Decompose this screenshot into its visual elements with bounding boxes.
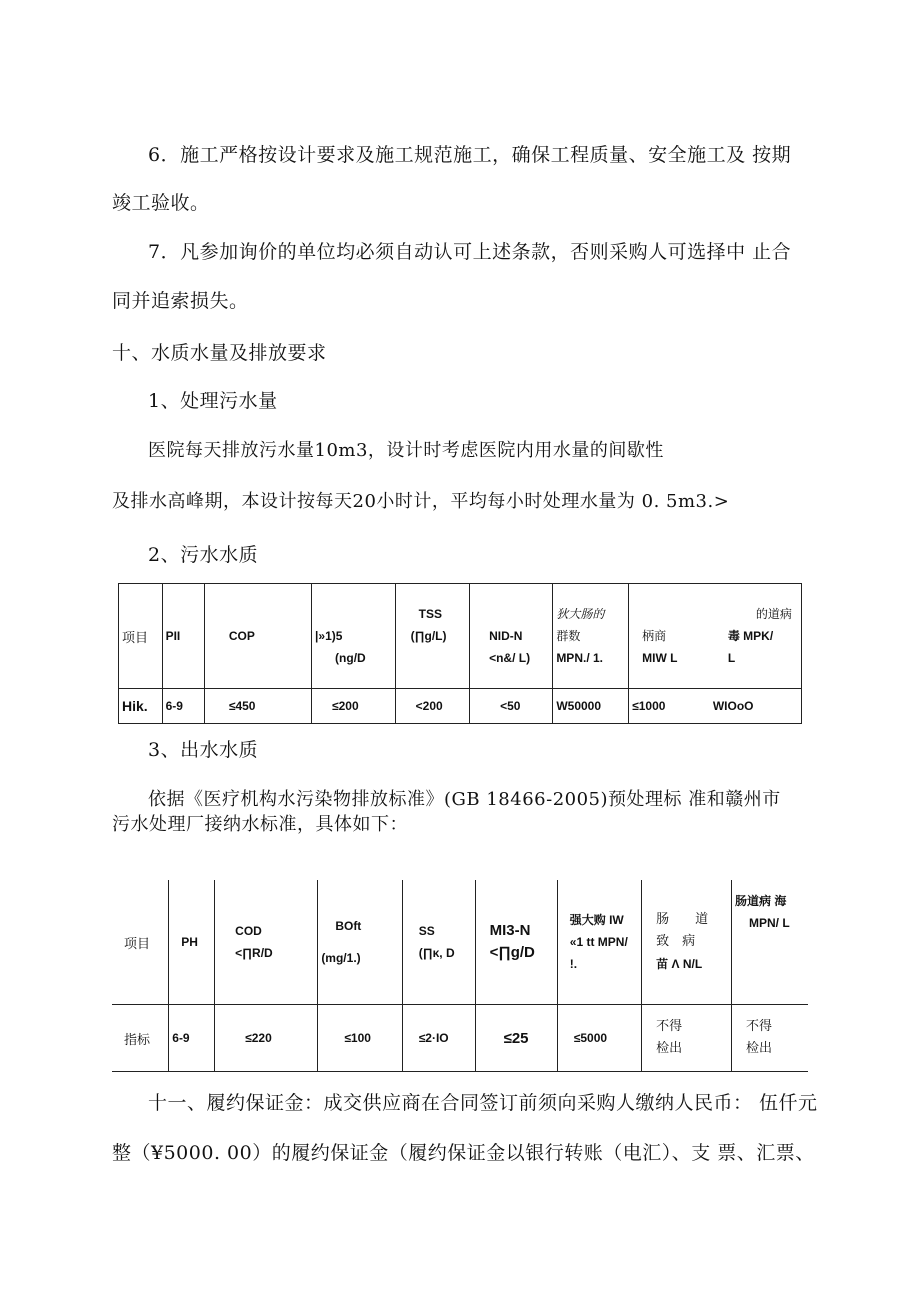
paragraph-6-line-1: 6．施工严格按设计要求及施工规范施工，确保工程质量、安全施工及 按期: [148, 144, 792, 166]
paragraph-7-line-2: 同并追索损失。: [112, 290, 249, 312]
subsection-1-text-1: 医院每天排放污水量10m3，设计时考虑医院内用水量的间歇性: [148, 440, 664, 461]
subsection-3-text-1: 依据《医疗机构水污染物排放标准》(GB 18466-2005)预处理标 准和赣州市: [148, 789, 781, 810]
subsection-2-heading: 2、污水水质: [148, 544, 259, 566]
header-nh3: NID-N <n&/ L): [470, 584, 553, 689]
header-cod: COP: [204, 584, 311, 689]
header-nh3: MI3-N <∏g/D: [475, 880, 557, 1005]
section-11-line-1: 十一、履约保证金：成交供应商在合同签订前须向采购人缴纳人民币： 伍仟元: [148, 1092, 818, 1114]
subsection-3-heading: 3、出水水质: [148, 739, 259, 761]
header-pathogen: 肠 道 致 病 苗 Λ N/L: [642, 880, 732, 1005]
header-enteric-virus: 的道病 毒 MPK/ L: [703, 584, 802, 689]
subsection-1-text-2: 及排水高峰期，本设计按每天20小时计，平均每小时处理水量为 0. 5m3.>: [112, 491, 730, 512]
influent-quality-table: [118, 583, 802, 724]
header-fecal-coliform: 狄大肠的 群数 MPN./ 1.: [553, 584, 629, 689]
value-cod: ≤220: [215, 1005, 318, 1072]
value-fecal-coliform: W50000: [553, 689, 629, 724]
value-pathogen: ≤1000: [629, 689, 703, 724]
value-ph: 6-9: [169, 1005, 215, 1072]
header-bod: |»1)5 (ng/D: [312, 584, 396, 689]
section-11-line-2: 整（¥5000. 00）的履约保证金（履约保证金以银行转账（电汇）、支 票、汇票、: [112, 1142, 815, 1164]
header-fecal-coliform: 强大购 IW «1 tt MPN/ !.: [557, 880, 641, 1005]
value-pathogen: 不得 检出: [642, 1005, 732, 1072]
subsection-3-text-2: 污水处理厂接纳水标准，具体如下：: [112, 814, 408, 835]
value-bod: ≤200: [312, 689, 396, 724]
value-fecal-coliform: ≤5000: [557, 1005, 641, 1072]
effluent-quality-table: [112, 880, 808, 1072]
header-enteric-virus: 肠道病 海 MPN/ L: [731, 880, 808, 1005]
value-item: 指标: [112, 1005, 169, 1072]
header-tss: TSS (∏g/L): [395, 584, 469, 689]
value-ph: 6-9: [162, 689, 204, 724]
value-ss: ≤2·IO: [402, 1005, 475, 1072]
section-10-heading: 十、水质水量及排放要求: [112, 342, 327, 364]
header-ph: PII: [162, 584, 204, 689]
header-cod: COD <∏R/D: [215, 880, 318, 1005]
header-ss: SS (∏κ, D: [402, 880, 475, 1005]
value-bod: ≤100: [318, 1005, 402, 1072]
header-pathogen: 柄商 MIW L: [629, 584, 703, 689]
value-tss: <200: [395, 689, 469, 724]
value-enteric-virus: WIOoO: [703, 689, 802, 724]
header-item: 项目: [112, 880, 169, 1005]
header-bod: BOft (mg/1.): [318, 880, 402, 1005]
paragraph-7-line-1: 7．凡参加询价的单位均必须自动认可上述条款，否则采购人可选择中 止合: [148, 241, 792, 263]
value-enteric-virus: 不得 检出: [731, 1005, 808, 1072]
value-nh3: <50: [470, 689, 553, 724]
value-cod: ≤450: [204, 689, 311, 724]
paragraph-6-line-2: 竣工验收。: [112, 192, 210, 214]
header-ph: PH: [169, 880, 215, 1005]
subsection-1-heading: 1、处理污水量: [148, 390, 278, 412]
header-item: 项目: [119, 584, 163, 689]
value-item: Hik.: [119, 689, 163, 724]
value-nh3: ≤25: [475, 1005, 557, 1072]
